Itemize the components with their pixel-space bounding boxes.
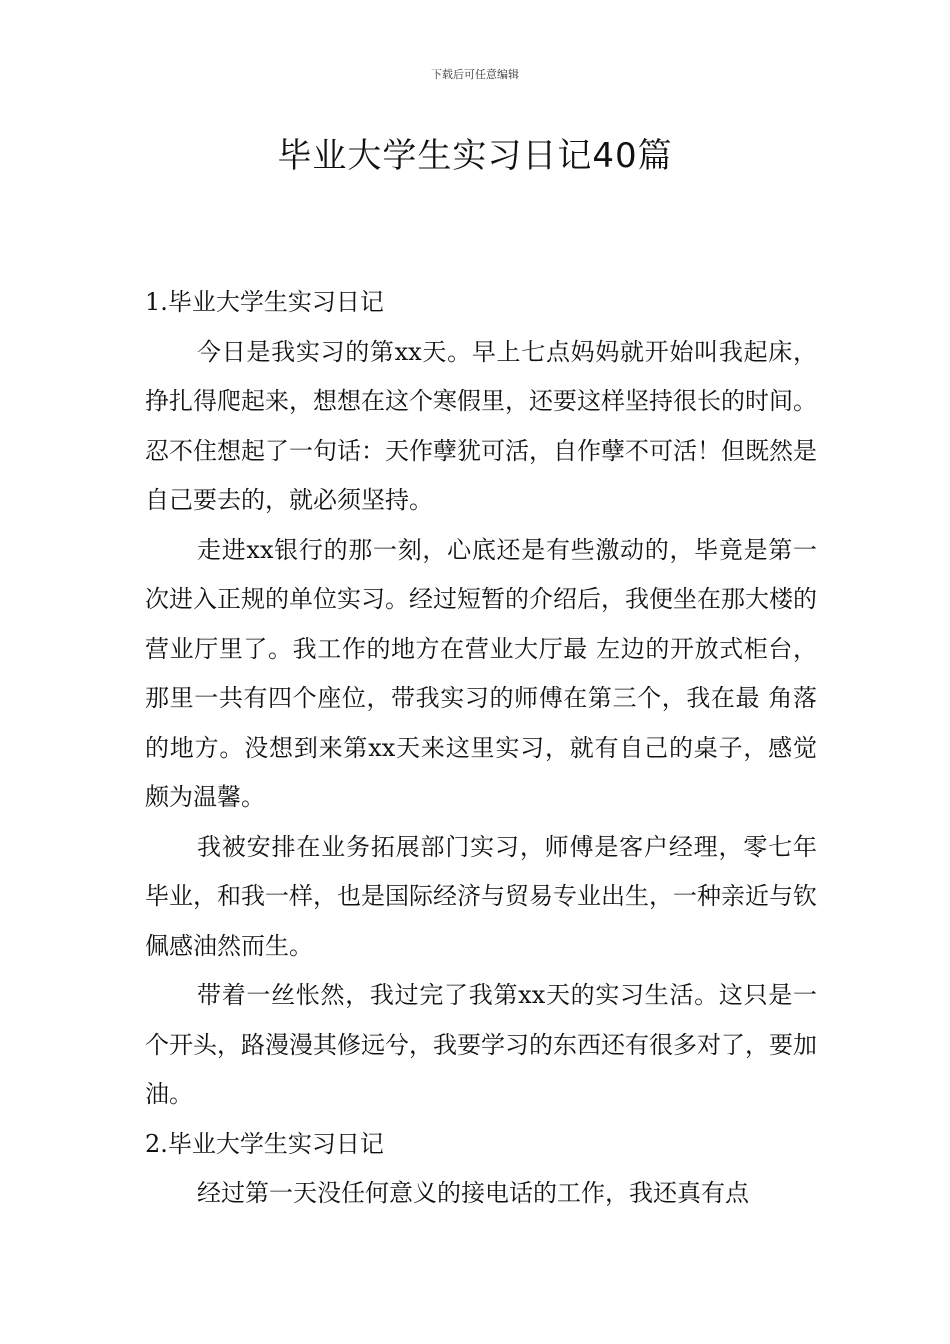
section-heading: 2.毕业大学生实习日记 (145, 1129, 384, 1158)
document-title: 毕业大学生实习日记40篇 (277, 136, 673, 176)
paragraph: 我被安排在业务拓展部门实习，师傅是客户经理，零七年毕业，和我一样，也是国际经济与贸易专业出生，一种亲近与钦佩感油然而生。 (145, 832, 817, 960)
section-heading: 1.毕业大学生实习日记 (145, 288, 384, 316)
paragraph: 带着一丝怅然，我过完了我第xx天的实习生活。这只是一个开头，路漫漫其修远兮，我要学习的东西还有很多对了，要加油。 (145, 981, 817, 1108)
paragraph: 走进xx银行的那一刻，心底还是有些激动的，毕竟是第一次进入正规的单位实习。经过短暂的介绍后，我便坐在那大楼的营业厅里了。我工作的地方在营业大厅最 左边的开放式柜台，那里一共有四个座位，带我实习的师傅在第三个，我在最 角落的地方。没想到来第xx天来这里实习，就有自己的桌子，感觉颇为温馨。 (145, 535, 817, 811)
header-note: 下载后可任意编辑 (431, 68, 519, 81)
document-body (145, 278, 817, 1219)
paragraph: 经过第一天没任何意义的接电话的工作，我还真有点 (197, 1179, 749, 1207)
paragraph: 今日是我实习的第xx天。早上七点妈妈就开始叫我起床，挣扎得爬起来，想想在这个寒假里，还要这样坚持很长的时间。忍不住想起了一句话：天作孽犹可活，自作孽不可活！但既然是自己要去的，就必须坚持。 (145, 337, 817, 514)
